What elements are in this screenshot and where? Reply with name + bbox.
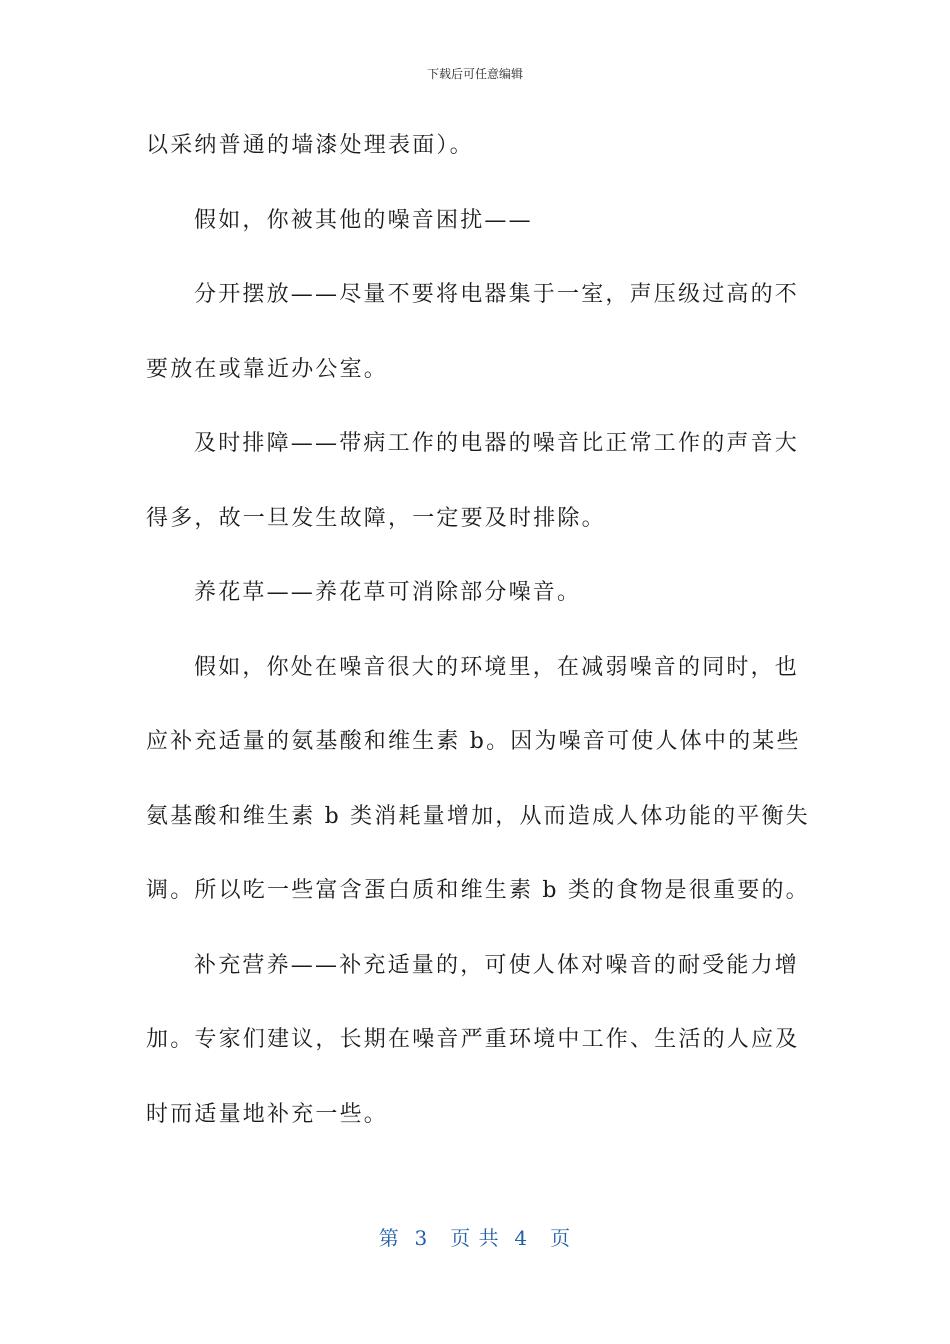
body-line: 时而适量地补充一些。 [146, 1101, 389, 1127]
body-line: 养花草——养花草可消除部分噪音。 [194, 580, 582, 605]
body-line: 假如，你被其他的噪音困扰—— [194, 207, 533, 233]
body-line: 分开摆放——尽量不要将电器集于一室，声压级过高的不 [194, 282, 800, 307]
page-header: 下载后可任意编辑 [426, 67, 523, 81]
body-line: 氨基酸和维生素 b 类消耗量增加，从而造成人体功能的平衡失 [146, 803, 810, 829]
body-line: 应补充适量的氨基酸和维生素 b。因为噪音可使人体中的某些 [146, 729, 801, 754]
document-body [146, 118, 810, 1161]
body-line: 要放在或靠近办公室。 [146, 356, 389, 382]
body-line: 得多，故一旦发生故障，一定要及时排除。 [146, 505, 606, 531]
body-line: 加。专家们建议，长期在噪音严重环境中工作、生活的人应及 [146, 1027, 800, 1052]
body-line: 以采纳普通的墙漆处理表面）。 [146, 133, 474, 158]
body-line: 假如，你处在噪音很大的环境里，在减弱噪音的同时，也 [194, 654, 800, 680]
body-line: 补充营养——补充适量的，可使人体对噪音的耐受能力增 [194, 952, 800, 978]
body-line: 调。所以吃一些富含蛋白质和维生素 b 类的食物是很重要的。 [146, 878, 810, 903]
body-line: 及时排障——带病工作的电器的噪音比正常工作的声音大 [194, 431, 800, 456]
page-number-footer: 第 3 页 共 4 页 [378, 1226, 572, 1250]
